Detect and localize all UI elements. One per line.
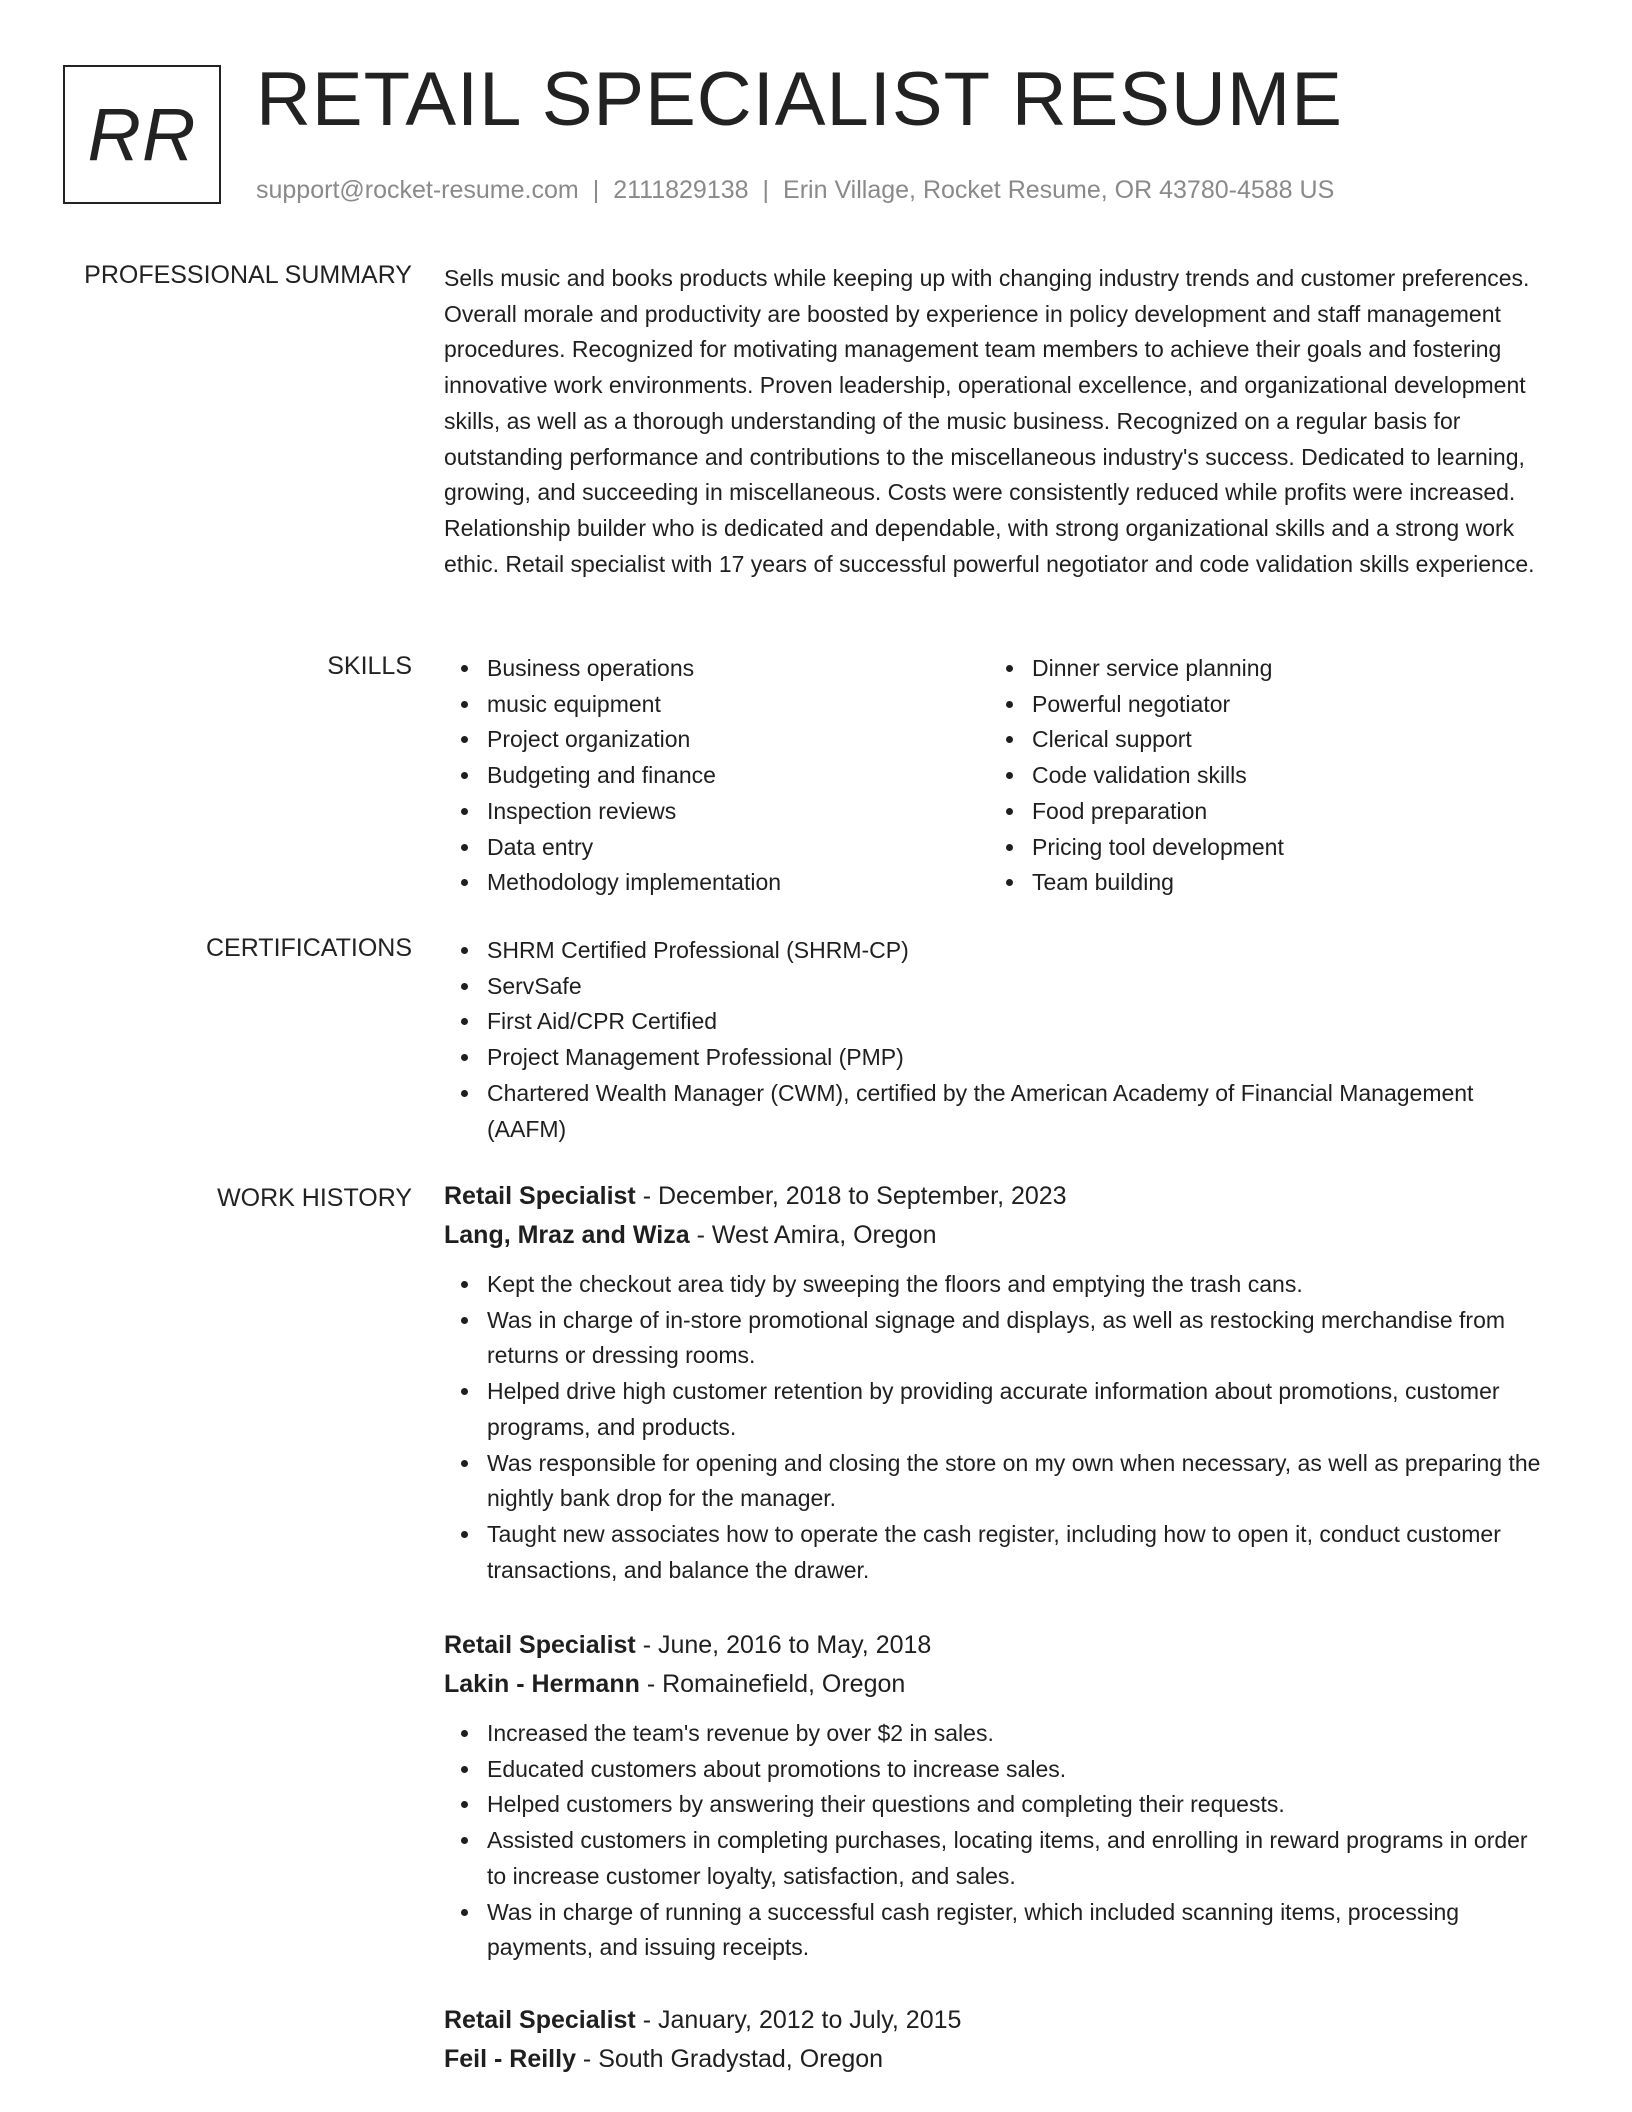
job-location: - South Gradystad, Oregon [575, 2045, 884, 2073]
skill-item: Data entry [487, 830, 989, 866]
skill-item: Code validation skills [1032, 758, 1534, 794]
skill-item: Clerical support [1032, 722, 1534, 758]
job-bullet-item: Educated customers about promotions to increase sales. [487, 1752, 1544, 1788]
job-title: Retail Specialist [444, 2006, 636, 2034]
job-bullet-item: Was in charge of running a successful cash register, which included scanning items, processing payments, and issuing receipts. [487, 1895, 1544, 1966]
job-dates: - January, 2012 to July, 2015 [635, 2006, 962, 2034]
job-bullet-item: Assisted customers in completing purchases, locating items, and enrolling in reward programs in order to increase customer loyalty, satisfaction, and sales. [487, 1823, 1544, 1894]
job-bullets [444, 1267, 1544, 1588]
job-company-line [444, 1216, 1544, 1255]
job-bullet-item: Helped drive high customer retention by providing accurate information about promotions, customer programs, and products. [487, 1374, 1544, 1445]
job-bullet-item: Helped customers by answering their questions and completing their requests. [487, 1787, 1544, 1823]
contact-separator: | [592, 176, 600, 204]
job-entry [444, 1626, 1544, 1966]
skills-body [444, 651, 1544, 901]
skill-item: Methodology implementation [487, 865, 989, 901]
job-company: Lang, Mraz and Wiza [444, 1221, 690, 1249]
certifications-list [444, 933, 1544, 1147]
skill-item: Pricing tool development [1032, 830, 1534, 866]
job-entry [444, 1177, 1544, 1588]
skill-item: Inspection reviews [487, 794, 989, 830]
job-bullet-item: Kept the checkout area tidy by sweeping the floors and emptying the trash cans. [487, 1267, 1544, 1303]
section-label-skills: SKILLS [327, 652, 412, 680]
job-dates: - June, 2016 to May, 2018 [635, 1631, 932, 1659]
job-company-line [444, 2040, 1544, 2079]
skill-item: Business operations [487, 651, 989, 687]
skill-item: Team building [1032, 865, 1534, 901]
job-bullets [444, 1716, 1544, 1966]
section-label-summary: PROFESSIONAL SUMMARY [84, 261, 412, 289]
job-bullet-item: Was responsible for opening and closing the store on my own when necessary, as well as preparing the nightly bank drop for the manager. [487, 1446, 1544, 1517]
skill-item: Budgeting and finance [487, 758, 989, 794]
resume-title: RETAIL SPECIALIST RESUME [256, 57, 1343, 142]
summary-text: Sells music and books products while keeping up with changing industry trends and customer preferences. Overall morale and productivity are boosted by experience in policy development and staff management procedures. Recognized for motivating management team members to achieve their goals and fostering innovative work environments. Proven leadership, operational excellence, and organizational development skills, as well as a thorough understanding of the music business. Recognized on a regular basis for outstanding performance and contributions to the miscellaneous industry's success. Dedicated to learning, growing, and succeeding in miscellaneous. Costs were consistently reduced while profits were increased. Relationship builder who is dedicated and dependable, with strong organizational skills and a strong work ethic. Retail specialist with 17 years of successful powerful negotiator and code validation skills experience. [444, 265, 1535, 577]
job-company: Feil - Reilly [444, 2045, 576, 2073]
job-bullet-item: Increased the team's revenue by over $2 in sales. [487, 1716, 1544, 1752]
skills-column-right [989, 651, 1534, 901]
job-title-line [444, 1626, 1544, 1665]
skill-item: Powerful negotiator [1032, 687, 1534, 723]
job-title: Retail Specialist [444, 1182, 636, 1210]
summary-body [444, 261, 1544, 582]
section-label-work-history: WORK HISTORY [217, 1184, 412, 1212]
skills-column-left [444, 651, 989, 901]
job-bullet-item: Was in charge of in-store promotional signage and displays, as well as restocking merchandise from returns or dressing rooms. [487, 1303, 1544, 1374]
skills-grid [444, 651, 1544, 901]
job-location: - Romainefield, Oregon [639, 1670, 906, 1698]
skill-item: Food preparation [1032, 794, 1534, 830]
skill-item: Project organization [487, 722, 989, 758]
skill-item: Dinner service planning [1032, 651, 1534, 687]
job-title-line [444, 2001, 1544, 2040]
skill-item: music equipment [487, 687, 989, 723]
contact-email: support@rocket-resume.com [256, 176, 579, 204]
contact-address: Erin Village, Rocket Resume, OR 43780-4588 US [783, 176, 1335, 204]
job-dates: - December, 2018 to September, 2023 [635, 1182, 1067, 1210]
contact-separator: | [762, 176, 770, 204]
certification-item: ServSafe [487, 969, 1544, 1005]
job-title-line [444, 1177, 1544, 1216]
skills-list-right [989, 651, 1534, 901]
job-bullet-item: Taught new associates how to operate the cash register, including how to open it, conduct customer transactions, and balance the drawer. [487, 1517, 1544, 1588]
job-title: Retail Specialist [444, 1631, 636, 1659]
job-entry [444, 2001, 1544, 2079]
contact-line [256, 175, 1334, 205]
job-company: Lakin - Hermann [444, 1670, 640, 1698]
monogram-logo: RR [63, 65, 221, 204]
job-company-line [444, 1665, 1544, 1704]
job-location: - West Amira, Oregon [689, 1221, 937, 1249]
certification-item: First Aid/CPR Certified [487, 1004, 1544, 1040]
contact-phone: 2111829138 [613, 176, 749, 204]
certification-item: Chartered Wealth Manager (CWM), certified by the American Academy of Financial Management (AAFM) [487, 1076, 1544, 1147]
skills-list-left [444, 651, 989, 901]
certification-item: SHRM Certified Professional (SHRM-CP) [487, 933, 1544, 969]
certifications-body [444, 933, 1544, 1147]
certification-item: Project Management Professional (PMP) [487, 1040, 1544, 1076]
section-label-certifications: CERTIFICATIONS [205, 934, 412, 962]
